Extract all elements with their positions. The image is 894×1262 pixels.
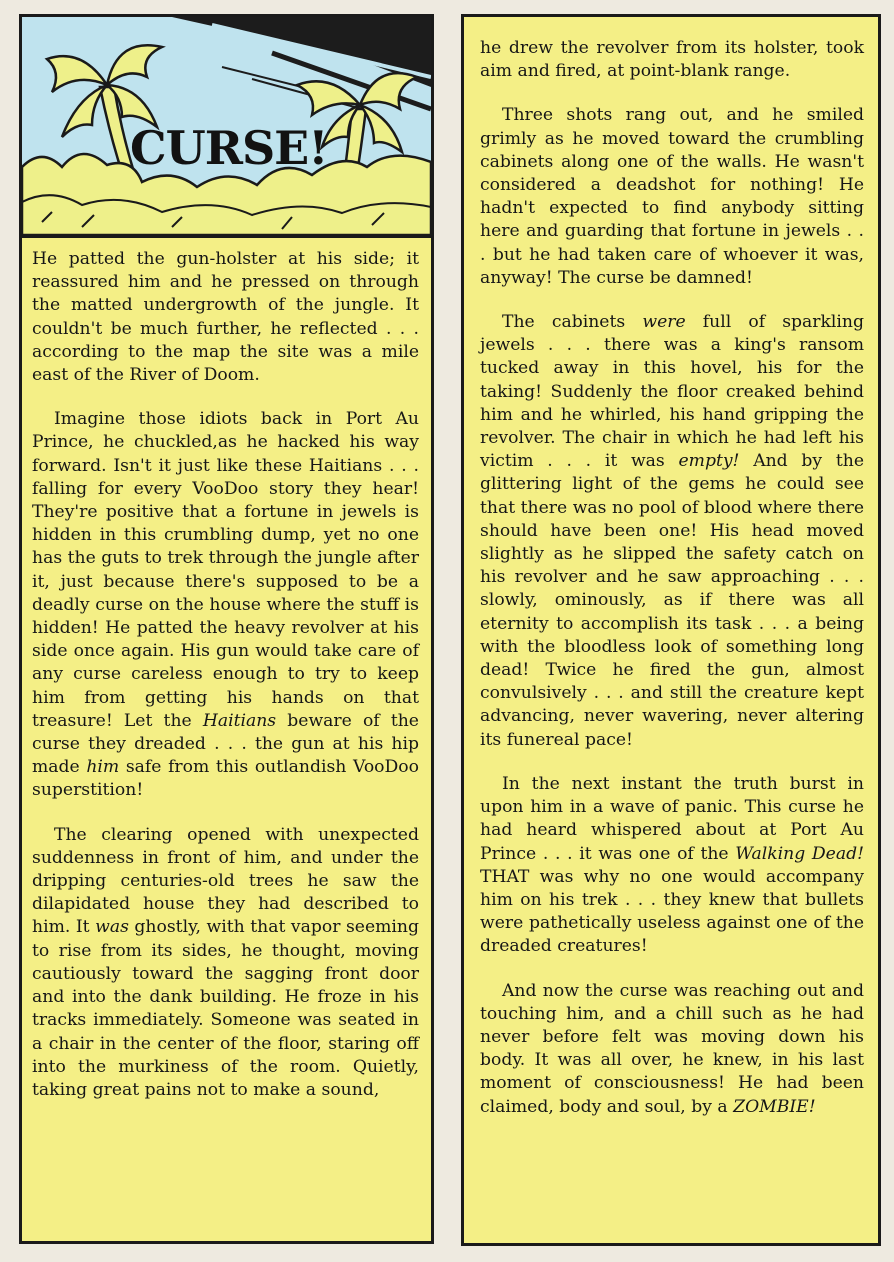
paragraph: He patted the gun-holster at his side; it reassured him and he pressed on through the matted undergrowth of the jungle. It couldn't be much further, he reflected . . . according to the map the site was a mile east of the River of Doom. — [32, 249, 419, 386]
paragraph: Three shots rang out, and he smiled grimly as he moved toward the crumbling cabinets along one of the walls. He wasn't considered a deadshot for nothing! He hadn't expected to find anybody sitting here and guarding that fortune in jewels . . . but he had taken care of whoever it was, anyway! The curse be damned! — [480, 105, 864, 288]
story-title: CURSE! — [130, 121, 328, 175]
paragraph: he drew the revolver from its holster, took aim and fired, at point-blank range. — [480, 38, 864, 82]
right-column — [461, 14, 881, 1246]
paragraph: And now the curse was reaching out and touching him, and a chill such as he had never before felt was moving down his body. It was all over, he knew, in his last moment of consciousness! He had been claimed, body and soul, by a ZOMBIE! — [480, 980, 864, 1117]
paragraph: The clearing opened with unexpected suddenness in front of him, and under the dripping centuries-old trees he saw the dilapidated house they had described to him. It was ghostly, with that vapor seeming to rise from its sides, he thought, moving cautiously toward the sagging front door and into the dank building. He froze in his tracks immediately. Someone was seated in a chair in the center of the floor, staring off into the murkiness of the room. Quietly, taking great pains not to make a sound, — [32, 824, 419, 1100]
paragraph: Imagine those idiots back in Port Au Prince, he chuckled,as he hacked his way forward. Isn't it just like these Haitians . . . falling for every VooDoo story they hear! They're positive that a fortune in jewels is hidden in this crumbling dump, yet no one has the guts to trek through the jungle after it, just because there's supposed to be a deadly curse on the house where the stuff is hidden! He patted the heavy revolver at his side once again. His gun would take care of any curse careless enough to try to keep him from getting his hands on that treasure! Let the Haitians beware of the curse they dreaded . . . the gun at his hip made him safe from this outlandish VooDoo superstition! — [32, 409, 419, 801]
paragraph: The cabinets were full of sparkling jewels . . . there was a king's ransom tucked away in this hovel, his for the taking! Suddenly the floor creaked behind him and he whirled, his hand gripping the revolver. The chair in which he had left his victim . . . it was empty! And by the glittering light of the gems he could see that there was no pool of blood where there should have been one! His head moved slightly as he slipped the safety catch on his revolver and he saw approaching . . . slowly, ominously, as if there was all eternity to accomplish its task . . . a being with the bloodless look of something long dead! Twice he fired the gun, almost convulsively . . . and still the creature kept advancing, never wavering, never altering its funereal pace! — [480, 312, 864, 750]
title-panel — [22, 17, 431, 238]
paragraph: In the next instant the truth burst in upon him in a wave of panic. This curse he had heard whispered about at Port Au Prince . . . it was one of the Walking Dead! THAT was why no one would accompany him on his trek . . . they knew that bullets were pathetically useless against one of the dreaded creatures! — [480, 773, 864, 957]
left-column — [19, 14, 434, 1244]
left-text-block — [22, 238, 431, 1102]
